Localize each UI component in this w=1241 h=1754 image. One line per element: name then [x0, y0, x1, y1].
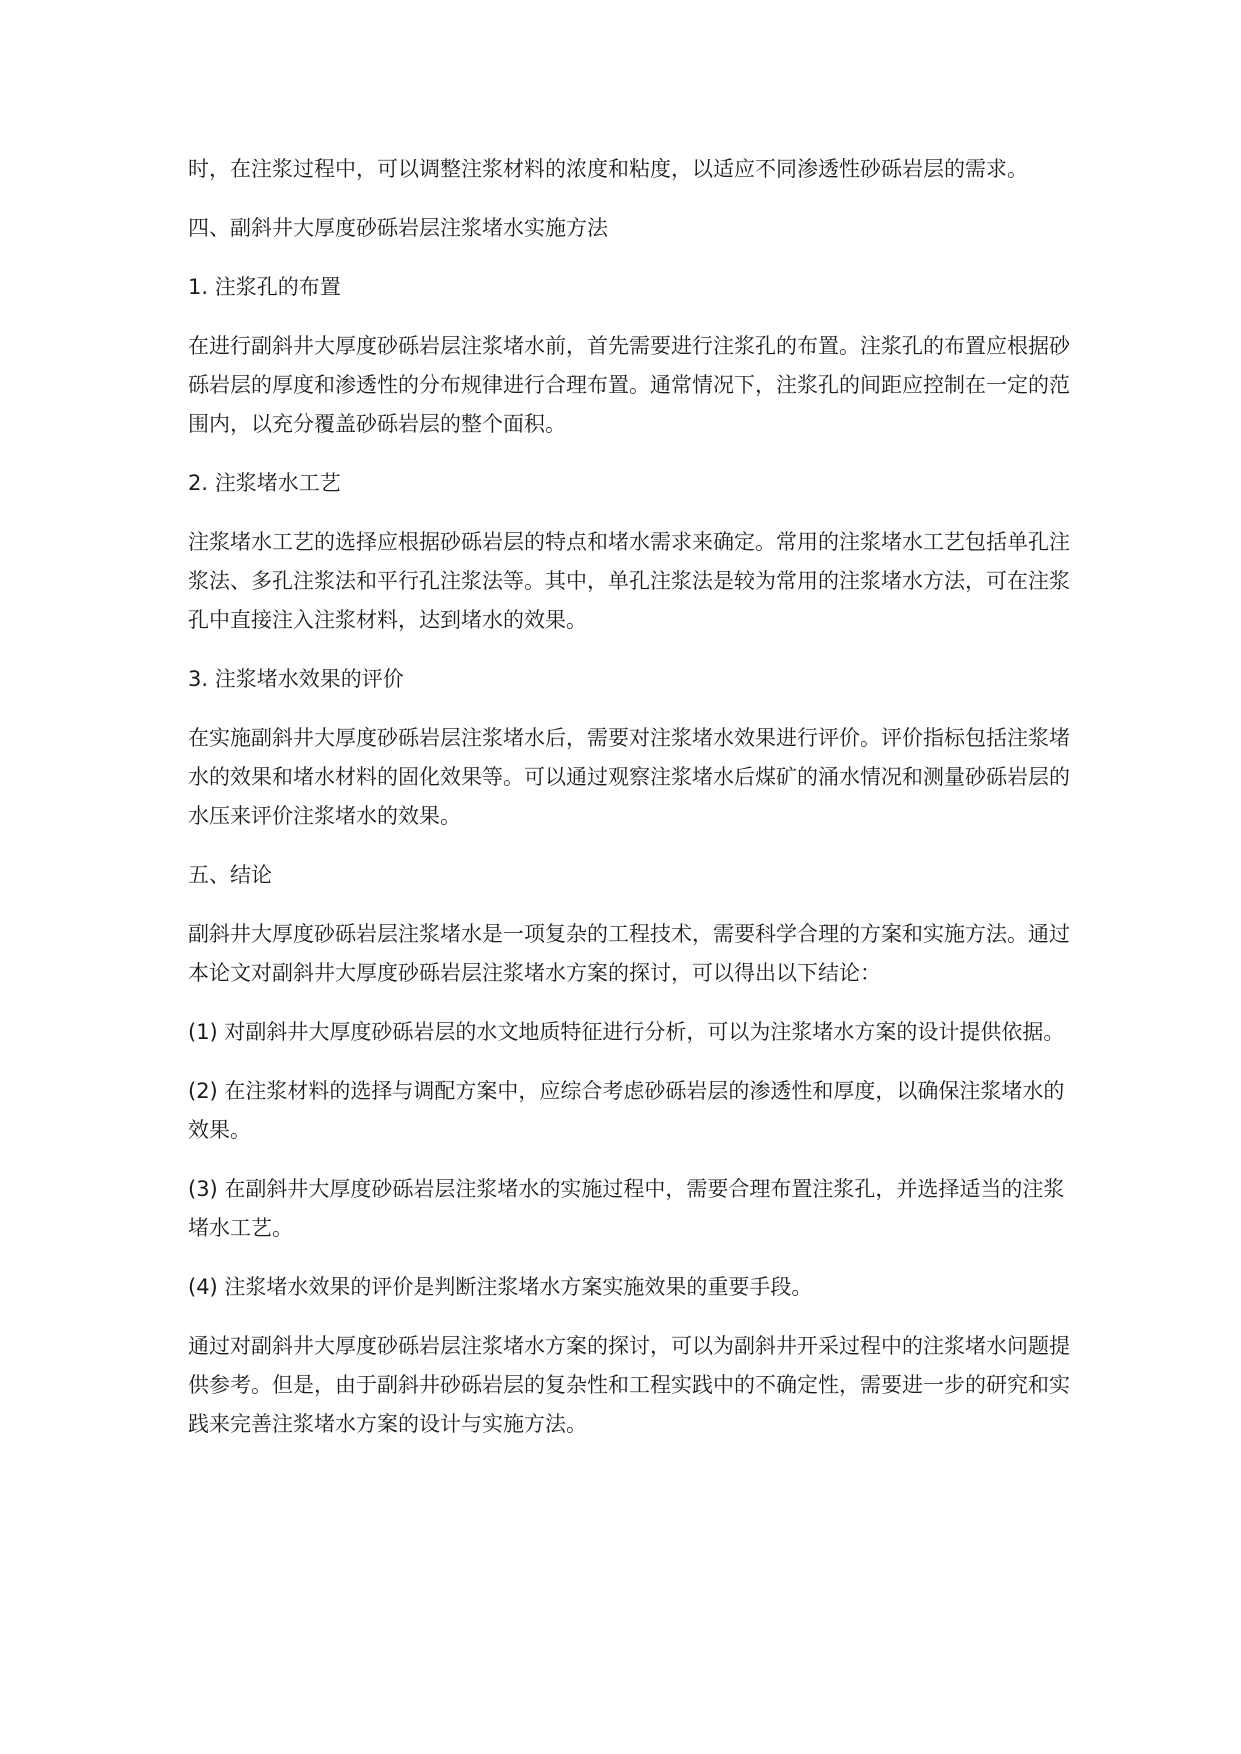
- document-page: [188, 150, 1078, 1464]
- paragraph-continuation: 时，在注浆过程中，可以调整注浆材料的浓度和粘度，以适应不同渗透性砂砾岩层的需求。: [188, 157, 1028, 181]
- subheading-grouting-process: 2. 注浆堵水工艺: [188, 471, 341, 495]
- conclusion-item-1: (1) 对副斜井大厚度砂砾岩层的水文地质特征进行分析，可以为注浆堵水方案的设计提供依据。: [188, 1020, 1065, 1044]
- paragraph-closing: 通过对副斜井大厚度砂砾岩层注浆堵水方案的探讨，可以为副斜井开采过程中的注浆堵水问题提供参考。但是，由于副斜井砂砾岩层的复杂性和工程实践中的不确定性，需要进一步的研究和实践来完善注浆堵水方案的设计与实施方法。: [188, 1334, 1070, 1436]
- conclusion-item-3: (3) 在副斜井大厚度砂砾岩层注浆堵水的实施过程中，需要合理布置注浆孔，并选择适当的注浆堵水工艺。: [188, 1177, 1065, 1240]
- subheading-hole-layout: 1. 注浆孔的布置: [188, 275, 341, 299]
- section-heading-implementation: 四、副斜井大厚度砂砾岩层注浆堵水实施方法: [188, 216, 608, 240]
- paragraph-hole-layout: 在进行副斜井大厚度砂砾岩层注浆堵水前，首先需要进行注浆孔的布置。注浆孔的布置应根据砂砾岩层的厚度和渗透性的分布规律进行合理布置。通常情况下，注浆孔的间距应控制在一定的范围内，以充分覆盖砂砾岩层的整个面积。: [188, 334, 1070, 436]
- paragraph-grouting-process: 注浆堵水工艺的选择应根据砂砾岩层的特点和堵水需求来确定。常用的注浆堵水工艺包括单孔注浆法、多孔注浆法和平行孔注浆法等。其中，单孔注浆法是较为常用的注浆堵水方法，可在注浆孔中直接注入注浆材料，达到堵水的效果。: [188, 530, 1070, 632]
- paragraph-conclusion-intro: 副斜井大厚度砂砾岩层注浆堵水是一项复杂的工程技术，需要科学合理的方案和实施方法。通过本论文对副斜井大厚度砂砾岩层注浆堵水方案的探讨，可以得出以下结论：: [188, 922, 1070, 985]
- conclusion-item-2: (2) 在注浆材料的选择与调配方案中，应综合考虑砂砾岩层的渗透性和厚度，以确保注浆堵水的效果。: [188, 1079, 1065, 1142]
- conclusion-item-4: (4) 注浆堵水效果的评价是判断注浆堵水方案实施效果的重要手段。: [188, 1275, 813, 1299]
- section-heading-conclusion: 五、结论: [188, 863, 272, 887]
- paragraph-effect-evaluation: 在实施副斜井大厚度砂砾岩层注浆堵水后，需要对注浆堵水效果进行评价。评价指标包括注浆堵水的效果和堵水材料的固化效果等。可以通过观察注浆堵水后煤矿的涌水情况和测量砂砾岩层的水压来评价注浆堵水的效果。: [188, 726, 1070, 828]
- subheading-effect-evaluation: 3. 注浆堵水效果的评价: [188, 667, 404, 691]
